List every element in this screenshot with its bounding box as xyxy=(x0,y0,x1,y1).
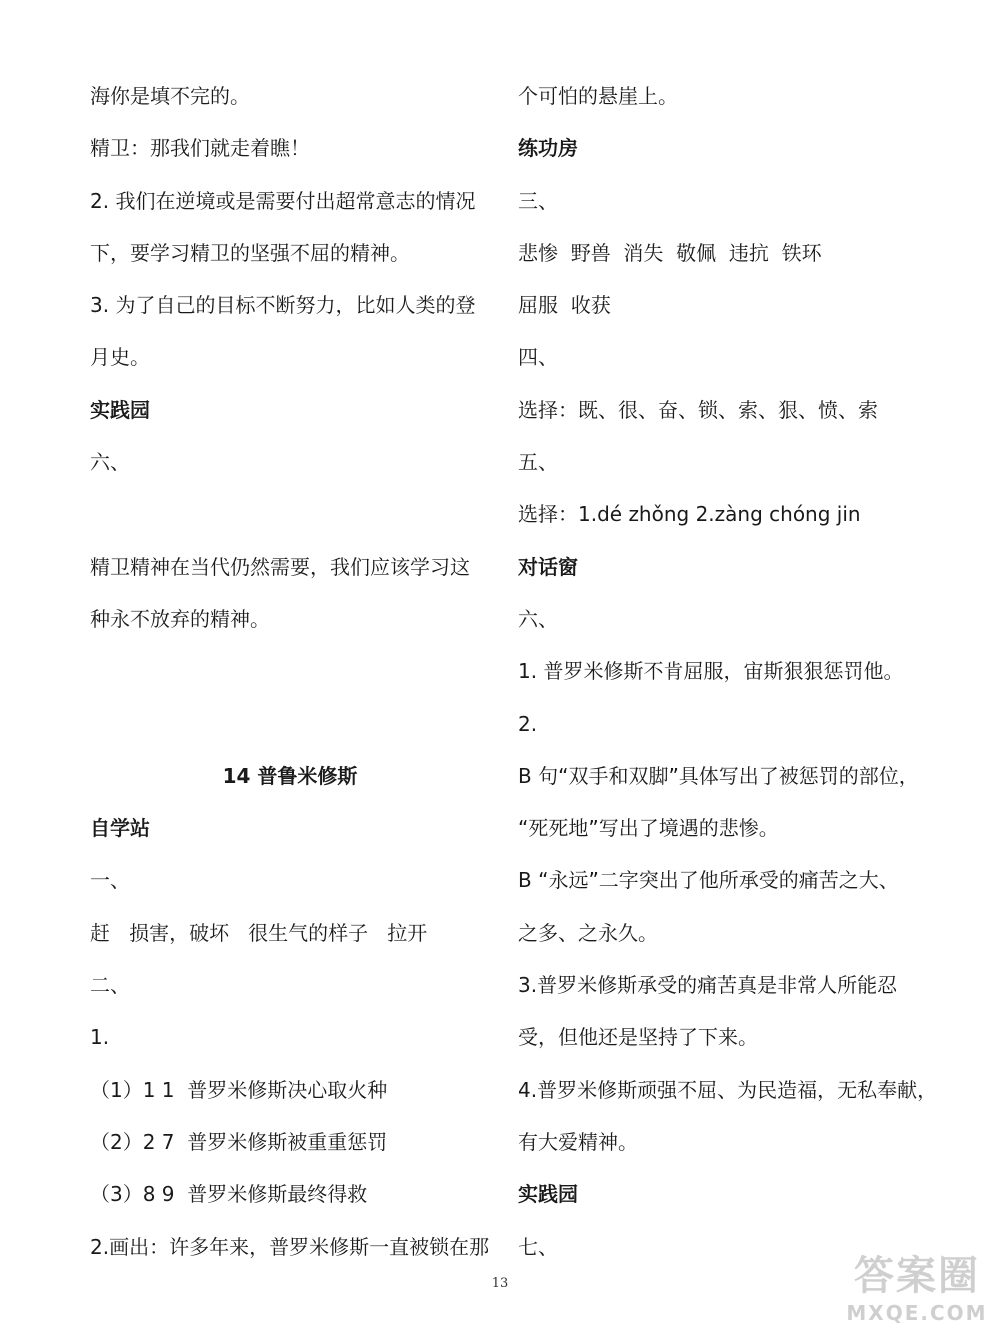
item-number-three: 三、 xyxy=(518,188,558,213)
lesson-title: 14 普鲁米修斯 xyxy=(222,763,358,788)
list-item: （3）8 9 普罗米修斯最终得救 xyxy=(90,1182,368,1207)
item-number-six: 六、 xyxy=(518,606,558,631)
section-heading-dialogue: 对话窗 xyxy=(518,554,578,579)
blank-space xyxy=(90,488,490,540)
text-line: “死死地”写出了境遇的悲惨。 xyxy=(518,816,779,841)
text-line: 3. 为了自己的目标不断努力，比如人类的登 xyxy=(90,293,476,318)
item-number-five: 五、 xyxy=(518,450,558,475)
section-heading-practice: 实践园 xyxy=(518,1182,578,1207)
text-line: 1. 普罗米修斯不肯屈服，宙斯狠狠惩罚他。 xyxy=(518,659,904,684)
text-line: 2.画出：许多年来，普罗米修斯一直被锁在那 xyxy=(90,1234,490,1259)
text-line: 赶 损害，破坏 很生气的样子 拉开 xyxy=(90,920,428,945)
text-line: 受，但他还是坚持了下来。 xyxy=(518,1025,758,1050)
page-number: 13 xyxy=(491,1276,509,1291)
text-line: 3.普罗米修斯承受的痛苦真是非常人所能忍 xyxy=(518,973,898,998)
text-line: 2. 我们在逆境或是需要付出超常意志的情况 xyxy=(90,188,476,213)
text-line: B 句“双手和双脚”具体写出了被惩罚的部位， xyxy=(518,763,919,788)
section-heading-practice: 实践园 xyxy=(90,397,150,422)
text-line: 个可怕的悬崖上。 xyxy=(518,84,678,108)
text-line: 4.普罗米修斯顽强不屈、为民造福，无私奉献， xyxy=(518,1077,938,1102)
text-line: 选择：1.dé zhǒng 2.zàng chóng jin xyxy=(518,502,861,527)
blank-space xyxy=(90,645,490,697)
text-line: 下，要学习精卫的坚强不屈的精神。 xyxy=(90,240,410,265)
item-number-six: 六、 xyxy=(90,450,130,475)
watermark-title: 答案圈 xyxy=(854,1253,980,1299)
list-item: （1）1 1 普罗米修斯决心取火种 xyxy=(90,1077,388,1102)
text-line: 之多、之永久。 xyxy=(518,920,658,945)
item-number-seven: 七、 xyxy=(518,1234,558,1259)
item-number-two: 二、 xyxy=(90,973,130,998)
section-heading-self-study: 自学站 xyxy=(90,816,150,841)
item-number-four: 四、 xyxy=(518,345,558,370)
blank-space xyxy=(90,698,490,750)
watermark-logo xyxy=(842,1252,992,1332)
item-number-one: 一、 xyxy=(90,868,130,893)
word-list: 悲惨 野兽 消失 敬佩 违抗 铁环 xyxy=(518,240,822,265)
text-line: 种永不放弃的精神。 xyxy=(90,606,270,631)
text-line: 2. xyxy=(518,711,538,736)
right-column xyxy=(518,70,938,1273)
text-line: 精卫精神在当代仍然需要，我们应该学习这 xyxy=(90,554,470,579)
section-heading-training: 练功房 xyxy=(518,136,578,161)
watermark-domain: MXQE.COM xyxy=(846,1301,988,1325)
text-line: 月史。 xyxy=(90,345,150,370)
text-line: B “永远”二字突出了他所承受的痛苦之大、 xyxy=(518,868,899,893)
list-item: （2）2 7 普罗米修斯被重重惩罚 xyxy=(90,1129,388,1154)
text-line: 海你是填不完的。 xyxy=(90,84,250,108)
word-list: 屈服 收获 xyxy=(518,293,611,318)
text-line: 精卫：那我们就走着瞧！ xyxy=(90,136,310,161)
left-column xyxy=(90,70,490,1273)
text-line: 选择：既、很、奋、锁、索、狠、愤、索 xyxy=(518,397,878,422)
sub-item-number: 1. xyxy=(90,1025,110,1050)
text-line: 有大爱精神。 xyxy=(518,1129,638,1154)
